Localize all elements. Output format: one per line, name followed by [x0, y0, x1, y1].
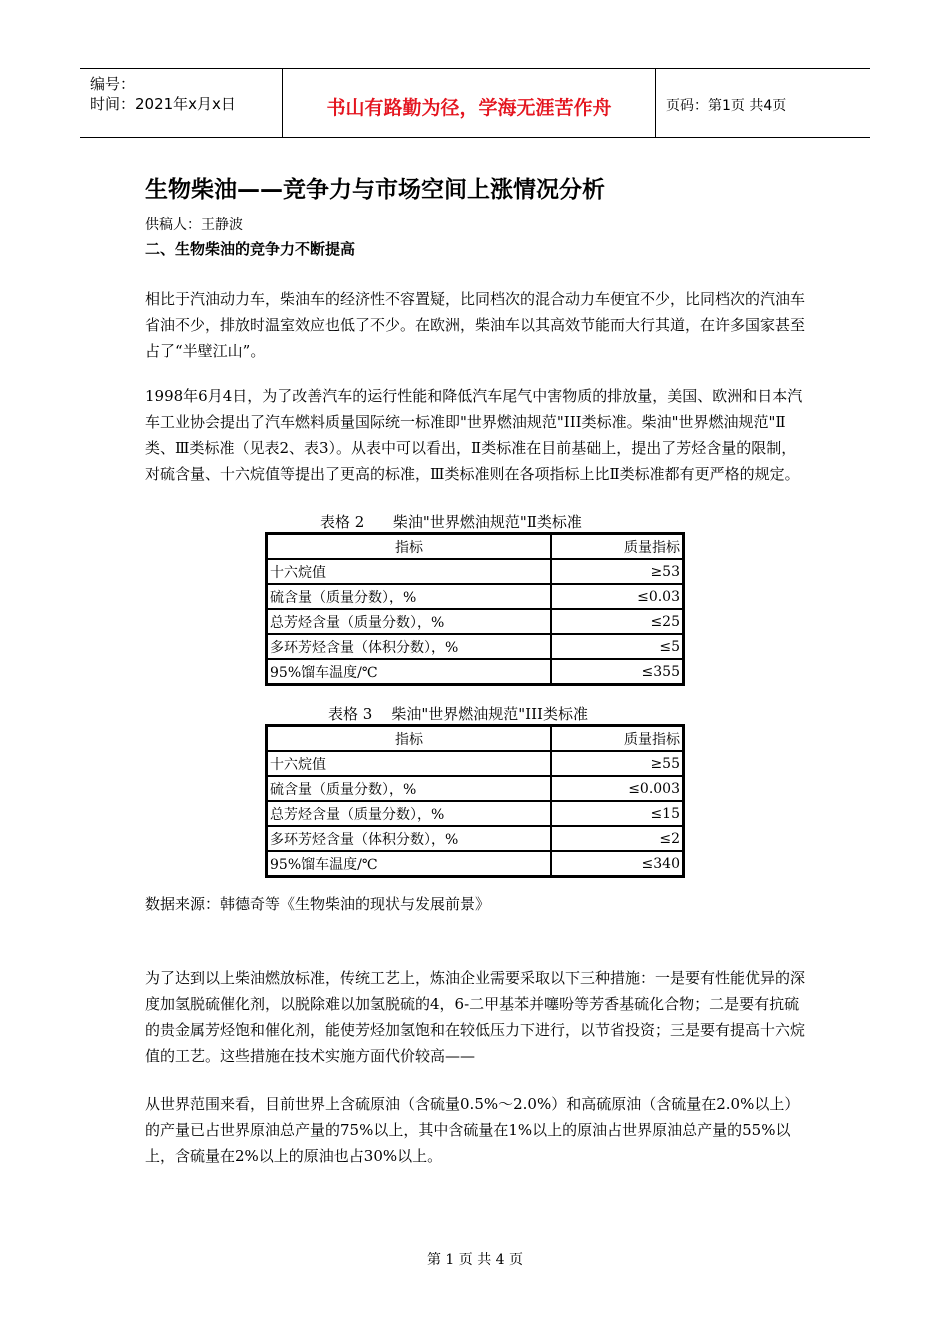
table-cell: ≤15: [551, 801, 683, 826]
table-cell: ≥53: [551, 559, 683, 584]
table-cell: ≤340: [551, 851, 683, 876]
table-cell: ≤25: [551, 609, 683, 634]
table-2: [265, 532, 685, 686]
table-cell: ≤5: [551, 634, 683, 659]
table-row: [267, 851, 683, 876]
header-motto: 书山有路勤为径，学海无涯苦作舟: [326, 97, 612, 119]
table-2-caption: 表格 2 柴油"世界燃油规范"Ⅱ类标准: [320, 513, 582, 531]
table-cell: ≤2: [551, 826, 683, 851]
header-page-cell: [656, 69, 870, 137]
section-heading: 二、生物柴油的竞争力不断提高: [145, 240, 356, 258]
table-cell: ≥55: [551, 751, 683, 776]
table-row: [267, 826, 683, 851]
table-cell: 硫含量（质量分数），%: [267, 584, 551, 609]
table-header-row: [267, 534, 683, 559]
table-cell: 总芳烃含量（质量分数），%: [267, 609, 551, 634]
document-time-label: 时间：2021年x月x日: [90, 95, 236, 113]
table-row: [267, 776, 683, 801]
author-line: 供稿人：王静波: [145, 217, 243, 233]
table-cell: 十六烷值: [267, 751, 551, 776]
table-cell: 十六烷值: [267, 559, 551, 584]
table-row: [267, 609, 683, 634]
table-cell: ≤0.03: [551, 584, 683, 609]
header-meta-cell: [80, 69, 283, 137]
table-cell: ≤355: [551, 659, 683, 684]
table-row: [267, 801, 683, 826]
document-number-label: 编号：: [90, 75, 136, 93]
table-row: [267, 659, 683, 684]
document-header: [80, 68, 870, 138]
table-cell: 多环芳烃含量（体积分数），%: [267, 826, 551, 851]
document-title: 生物柴油——竞争力与市场空间上涨情况分析: [145, 177, 605, 203]
paragraph: 为了达到以上柴油燃放标准，传统工艺上，炼油企业需要采取以下三种措施：一是要有性能优异的深度加氢脱硫催化剂，以脱除难以加氢脱硫的4，6-二甲基苯并噻吩等芳香基硫化合物；二是要有抗硫的贵金属芳烃饱和催化剂，能使芳烃加氢饱和在较低压力下进行，以节省投资；三是要有提高十六烷值的工艺。这些措施在技术实施方面代价较高——: [145, 969, 806, 1065]
paragraph: 相比于汽油动力车，柴油车的经济性不容置疑，比同档次的混合动力车便宜不少，比同档次的汽油车省油不少，排放时温室效应也低了不少。在欧洲，柴油车以其高效节能而大行其道，在许多国家甚至占了“半壁江山”。: [145, 290, 806, 360]
page-footer: 第 1 页 共 4 页: [426, 1252, 524, 1268]
table-row: [267, 634, 683, 659]
header-page-info: 页码：第1页 共4页: [666, 98, 787, 114]
table-cell: 多环芳烃含量（体积分数），%: [267, 634, 551, 659]
data-source-note: 数据来源：韩德奇等《生物柴油的现状与发展前景》: [145, 895, 491, 913]
table-row: [267, 559, 683, 584]
header-motto-cell: [283, 69, 656, 137]
table-cell: ≤0.003: [551, 776, 683, 801]
table-header-cell: 质量指标: [551, 726, 683, 751]
paragraph: 1998年6月4日，为了改善汽车的运行性能和降低汽车尾气中害物质的排放量，美国、欧洲和日本汽车工业协会提出了汽车燃料质量国际统一标准即"世界燃油规范"III类标准。柴油"世界燃油规范"Ⅱ类、Ⅲ类标准（见表2、表3）。从表中可以看出，Ⅱ类标准在目前基础上，提出了芳烃含量的限制，对硫含量、十六烷值等提出了更高的标准，Ⅲ类标准则在各项指标上比Ⅱ类标准都有更严格的规定。: [145, 387, 803, 483]
table-cell: 总芳烃含量（质量分数），%: [267, 801, 551, 826]
table-3: [265, 724, 685, 878]
paragraph: 从世界范围来看，目前世界上含硫原油（含硫量0.5%～2.0%）和高硫原油（含硫量在2.0%以上）的产量已占世界原油总产量的75%以上，其中含硫量在1%以上的原油占世界原油总产量的55%以上，含硫量在2%以上的原油也占30%以上。: [145, 1095, 800, 1165]
table-cell: 95%馏车温度/℃: [267, 659, 551, 684]
table-3-caption: 表格 3 柴油"世界燃油规范"III类标准: [328, 705, 588, 723]
table-row: [267, 751, 683, 776]
table-cell: 95%馏车温度/℃: [267, 851, 551, 876]
table-cell: 硫含量（质量分数），%: [267, 776, 551, 801]
table-row: [267, 584, 683, 609]
table-header-cell: 指标: [267, 726, 551, 751]
table-header-cell: 质量指标: [551, 534, 683, 559]
table-header-cell: 指标: [267, 534, 551, 559]
table-header-row: [267, 726, 683, 751]
